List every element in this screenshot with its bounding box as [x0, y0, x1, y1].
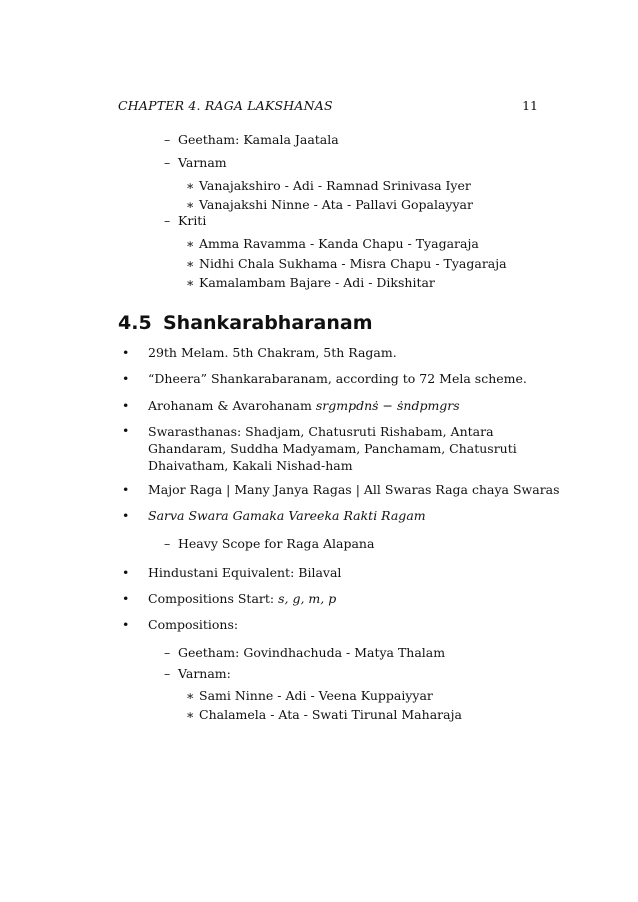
running-header [118, 98, 538, 113]
page-number: 11 [522, 98, 538, 113]
section-title: Shankarabharanam [163, 312, 373, 334]
scale-notation: srgmpdnṡ − ṡndpmgrs [315, 398, 460, 413]
swara-notation: s, g, m, p [278, 591, 337, 606]
chapter-heading: CHAPTER 4. RAGA LAKSHANAS [118, 98, 333, 113]
document-page: CHAPTER 4. RAGA LAKSHANAS 11 – Geetham: Kamala Jaatala – Varnam ∗ Vanajakshiro - Adi - Ramnad Srinivasa Iyer ∗ Vanajakshi Ninne - Ata - Pallavi Gopalayyar – Kriti ∗ Amma Ravamma - Kanda Chapu - Tyagaraja ∗ Nidhi Chala Sukhama - Misra Chapu - Tyagaraja ∗ Kamalambam Bajare - Adi - Dikshitar 4.5 Shankarabharanam • 29th Melam. 5th Chakram, 5th Ragam. • “Dheera” Shankarabaranam, according to 72 Mela scheme. • Arohanam & Avarohanam srgmpdnṡ − ṡndpmgrs • Swarasthanas: Shadjam, Chatusruti Rishabam, Antara Ghandaram, Suddha Madyamam, Panchamam, Chatusruti Dhaivatham, Kakali Nishad-ham • Major Raga | Many Janya Ragas | All Swaras Raga chaya Swaras • Sarva Swara Gamaka Vareeka Rakti Ragam – Heavy Scope for Raga Alapana • Hindustani Equivalent: Bilaval • Compositions Start: s, g, m, p • Compositions: – Geetham: Govindhachuda - Matya Thalam – Varnam: ∗ Sami Ninne - Adi - Veena Kuppaiyyar ∗ Chalamela - Ata - Swati Tirunal Maharaja [118, 98, 560, 722]
section-number: 4.5 [118, 312, 152, 334]
